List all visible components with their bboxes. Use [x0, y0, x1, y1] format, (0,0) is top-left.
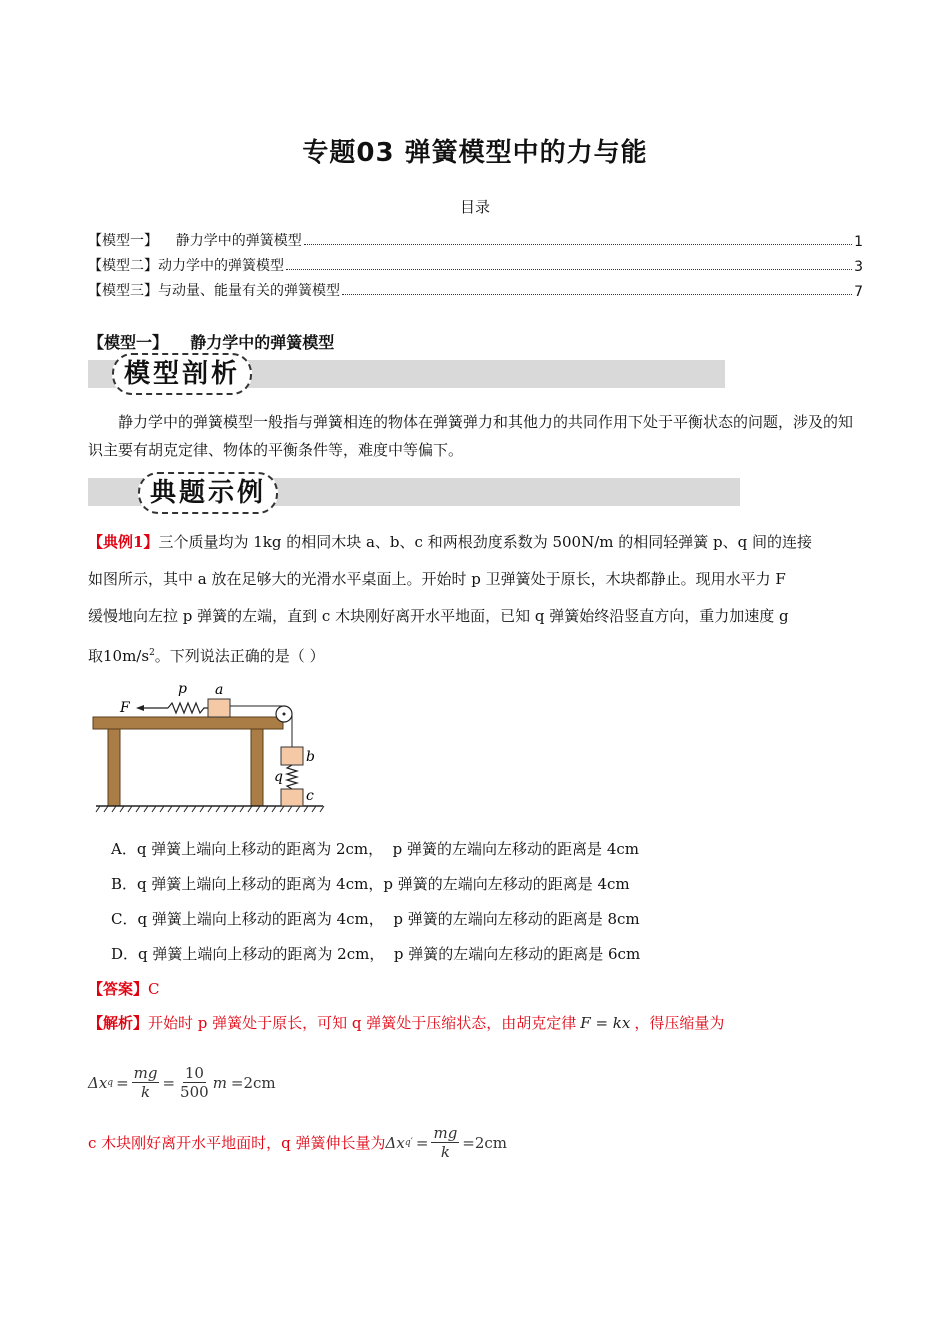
- eq-result: =2cm: [230, 1073, 276, 1092]
- analysis-text: 开始时 p 弹簧处于原长，可知 q 弹簧处于压缩状态，由胡克定律: [148, 1014, 577, 1032]
- table-top: [93, 717, 283, 729]
- analysis-text: ，得压缩量为: [634, 1014, 725, 1032]
- question-line-4: [88, 635, 863, 675]
- fraction-denominator: 500: [180, 1083, 209, 1101]
- answer-value: C: [148, 980, 160, 998]
- toc-item-1[interactable]: [88, 228, 863, 250]
- option-c[interactable]: C．q 弹簧上端向上移动的距离为 4cm， p 弹簧的左端向左移动的距离是 8cm: [111, 910, 640, 928]
- ground-hatch: [96, 806, 324, 812]
- toc-item-label: 【模型一】 静力学中的弹簧模型: [88, 233, 302, 249]
- force-arrowhead: [136, 705, 144, 711]
- question-line-3: 缓慢地向左拉 p 弹簧的左端，直到 c 木块刚好离开水平地面，已知 q 弹簧始终沿竖直方向，重力加速度 g: [88, 607, 789, 625]
- eq-subscript: q: [404, 1137, 411, 1148]
- formula-hooke: F = kx: [580, 1014, 631, 1032]
- table-leg-right: [251, 729, 263, 806]
- spring-p: [168, 703, 208, 713]
- example-question: [88, 524, 863, 675]
- fraction-denominator: k: [440, 1143, 450, 1161]
- option-b[interactable]: B．q 弹簧上端向上移动的距离为 4cm，p 弹簧的左端向左移动的距离是 4cm: [111, 875, 630, 893]
- toc-heading: 目录: [459, 198, 490, 216]
- equation-2: Δx q ′ = $\frac{mg}{k}$ =2cm: [385, 1124, 508, 1161]
- toc-page-number: 1: [854, 234, 863, 250]
- analysis-tag: 【解析】: [88, 1014, 149, 1032]
- fraction-mg-k: [431, 1124, 459, 1161]
- fraction-numerator: 10: [184, 1064, 204, 1082]
- option-a[interactable]: A．q 弹簧上端向上移动的距离为 2cm， p 弹簧的左端向左移动的距离是 4cm: [111, 840, 639, 858]
- eq-prime: ′: [410, 1137, 413, 1148]
- fraction-mg-k: [132, 1064, 160, 1101]
- pulley-axle: [283, 713, 286, 716]
- block-b: [281, 747, 303, 765]
- section-heading: 【模型一】 静力学中的弹簧模型: [88, 333, 335, 352]
- fraction-10-500: [178, 1064, 211, 1101]
- analysis-line-1: [88, 1012, 724, 1033]
- toc-item-3[interactable]: [88, 278, 863, 300]
- fraction-denominator: k: [141, 1083, 151, 1101]
- label-F: F: [120, 700, 130, 716]
- eq-lhs: Δx: [385, 1133, 405, 1152]
- analysis-text: c 木块刚好离开水平地面时，q 弹簧伸长量为: [88, 1134, 386, 1152]
- example-tag: 【典例1】: [88, 533, 159, 551]
- answer-line: [88, 978, 160, 999]
- toc-page-number: 7: [854, 284, 863, 300]
- intro-paragraph: [88, 408, 863, 464]
- toc-item-2[interactable]: [88, 253, 863, 275]
- fraction-numerator: mg: [133, 1064, 158, 1082]
- eq-result: =2cm: [462, 1133, 508, 1152]
- page-title: 专题03 弹簧模型中的力与能: [302, 138, 648, 168]
- option-d[interactable]: D．q 弹簧上端向上移动的距离为 2cm， p 弹簧的左端向左移动的距离是 6cm: [111, 945, 641, 963]
- toc-item-label: 【模型二】动力学中的弹簧模型: [88, 258, 284, 274]
- eq-unit: m: [212, 1073, 227, 1092]
- toc-leader: [304, 244, 852, 245]
- banner-analysis: 模型剖析: [112, 353, 252, 395]
- banner-examples: 典题示例: [138, 472, 278, 514]
- equation-1: Δx q = $\frac{mg}{k}$ = $\frac{10}{500}$ m =2cm: [88, 1064, 276, 1101]
- question-text: 取10m/s: [88, 647, 150, 665]
- toc-page-number: 3: [854, 259, 863, 275]
- superscript: 2: [149, 648, 155, 658]
- block-a: [208, 699, 230, 717]
- label-c: c: [306, 788, 314, 804]
- analysis-line-2: [88, 1124, 507, 1161]
- eq-subscript: q: [107, 1077, 114, 1088]
- label-p: p: [178, 681, 187, 697]
- question-text: 。下列说法正确的是（ ）: [154, 647, 325, 665]
- answer-tag: 【答案】: [88, 980, 149, 998]
- question-line-1: [88, 524, 863, 561]
- question-text: 三个质量均为 1kg 的相同木块 a、b、c 和两根劲度系数为 500N/m 的相同轻弹簧 p、q 间的连接: [158, 533, 813, 551]
- label-a: a: [215, 682, 224, 698]
- question-line-2: 如图所示，其中 a 放在足够大的光滑水平桌面上。开始时 p 卫弹簧处于原长，木块都静止。现用水平力 F: [88, 570, 786, 588]
- fraction-numerator: mg: [433, 1124, 458, 1142]
- toc-leader: [286, 269, 852, 270]
- toc-leader: [342, 294, 852, 295]
- label-q: q: [274, 769, 283, 785]
- toc-item-label: 【模型三】与动量、能量有关的弹簧模型: [88, 283, 340, 299]
- eq-lhs: Δx: [88, 1073, 108, 1092]
- spring-diagram: [88, 676, 338, 816]
- table-leg-left: [108, 729, 120, 806]
- label-b: b: [306, 749, 315, 765]
- intro-text: 静力学中的弹簧模型一般指与弹簧相连的物体在弹簧弹力和其他力的共同作用下处于平衡状态的问题，涉及的知识主要有胡克定律、物体的平衡条件等，难度中等偏下。: [88, 413, 854, 459]
- block-c: [281, 789, 303, 806]
- spring-q: [287, 765, 297, 789]
